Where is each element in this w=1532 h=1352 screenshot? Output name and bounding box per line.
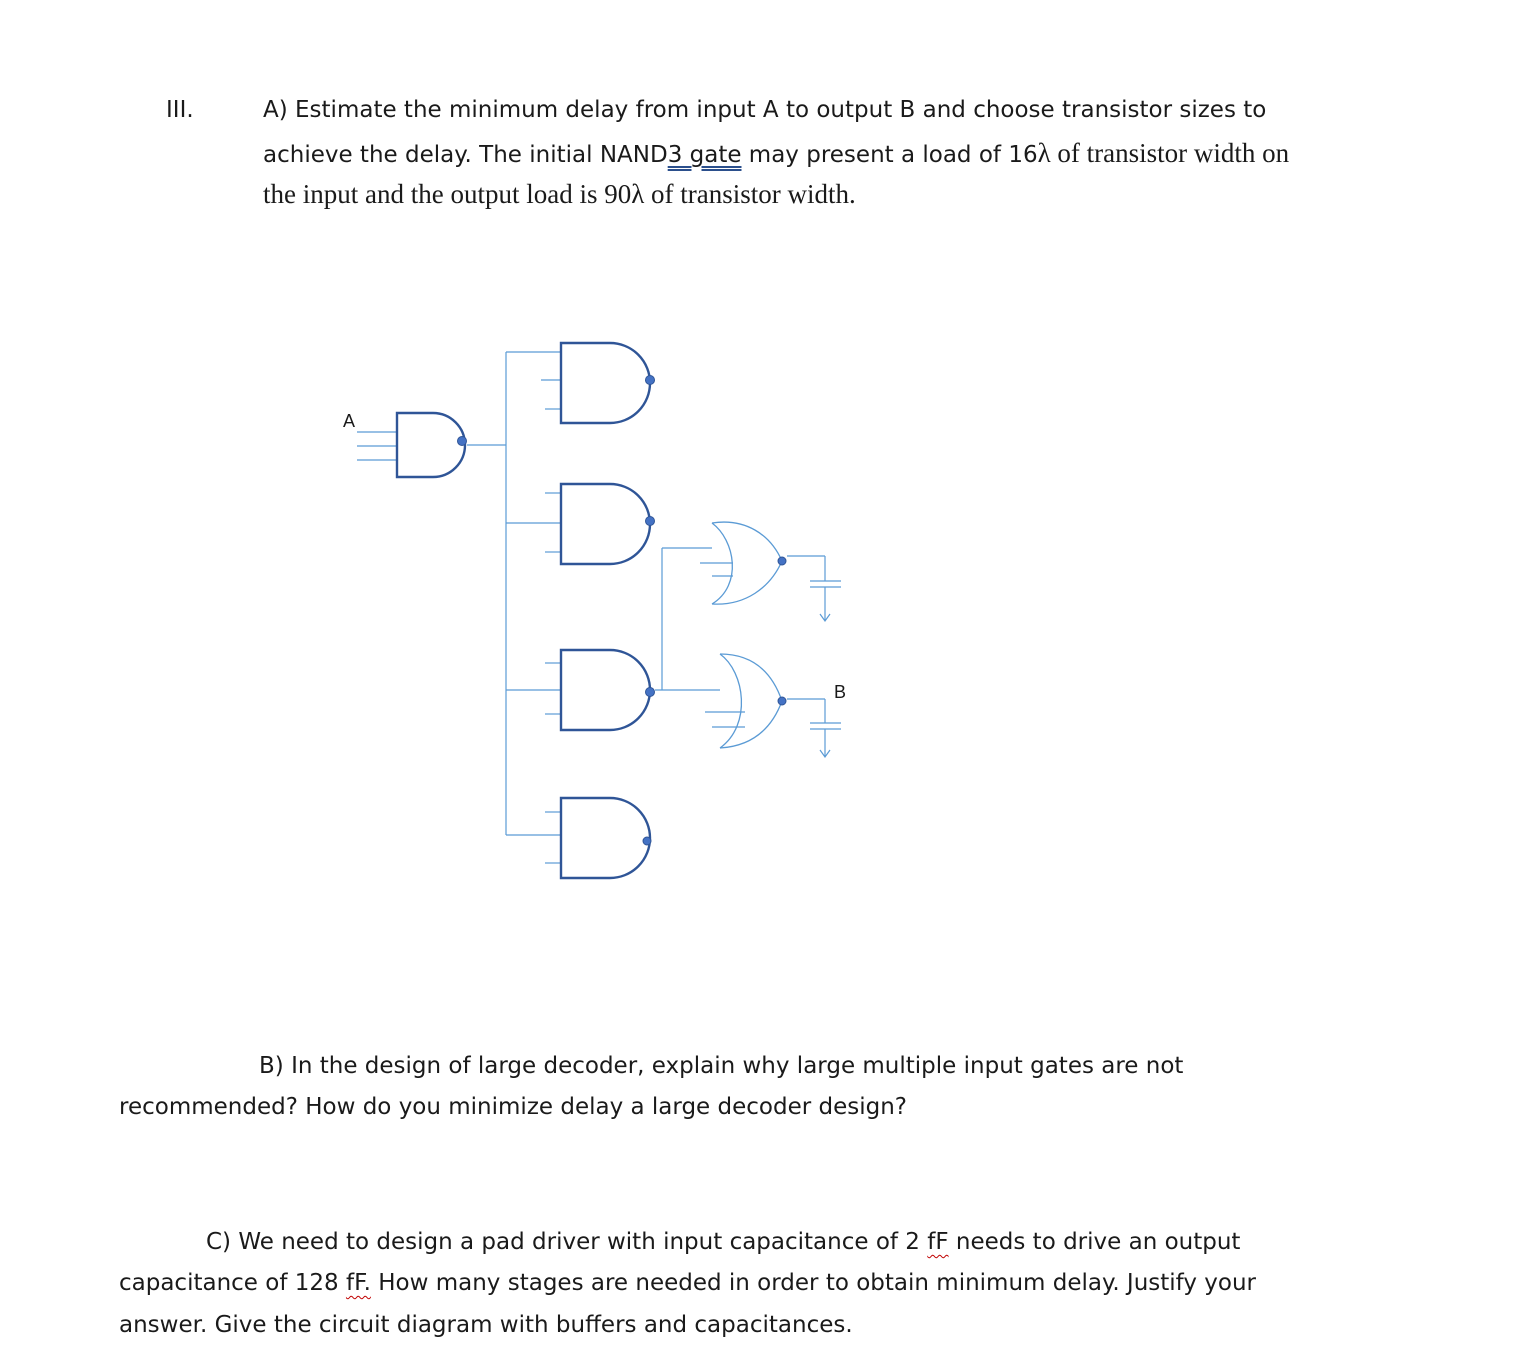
fanout-wires xyxy=(467,352,561,863)
nand-bubble-4 xyxy=(643,837,651,845)
unit-ff-1: fF xyxy=(927,1229,949,1255)
nand-gate-4 xyxy=(561,798,650,878)
nand-gate-1 xyxy=(561,343,650,423)
part-c-line-3: answer. Give the circuit diagram with buffers and capacitances. xyxy=(119,1312,853,1338)
part-c-line-1-rest: needs to drive an output xyxy=(948,1229,1241,1255)
nand3-gate-term: 3 gate xyxy=(667,142,742,168)
part-b-line-2: recommended? How do you minimize delay a large decoder design? xyxy=(119,1094,908,1120)
part-a-line-2-load: may present a load of 16 xyxy=(741,142,1038,168)
nand-bubble-3 xyxy=(646,688,655,697)
part-a-line-2-serif: λ of transistor width on xyxy=(1037,138,1290,168)
nor-bubble-2 xyxy=(778,697,786,705)
output-label-b: B xyxy=(834,682,847,702)
part-a-line-3-text: the input and the output load is 90 xyxy=(263,179,632,209)
nand-bubble-input xyxy=(458,437,467,446)
part-c-line-2 xyxy=(119,1270,1256,1296)
part-c-line-2-rest: How many stages are needed in order to obtain minimum delay. Justify your xyxy=(370,1270,1257,1296)
nand-gate-2 xyxy=(561,484,650,564)
part-c-line-1 xyxy=(206,1229,1240,1255)
input-wires xyxy=(357,432,397,460)
part-a-line-3-lambda: λ of transistor width. xyxy=(631,179,856,209)
nand-bubble-1 xyxy=(646,376,655,385)
part-c-line-2-text: capacitance of 128 xyxy=(119,1270,346,1296)
nor-gates xyxy=(712,522,782,748)
nand-bubble-2 xyxy=(646,517,655,526)
section-number: III. xyxy=(166,97,194,123)
part-c-line-1-text: C) We need to design a pad driver with input capacitance of 2 xyxy=(206,1229,928,1255)
unit-ff-2: fF. xyxy=(345,1270,371,1296)
nand-gate-3 xyxy=(561,650,650,730)
input-label-a: A xyxy=(343,411,356,431)
nand-gate-input xyxy=(397,413,465,477)
decoder-gates xyxy=(561,343,655,878)
output-loads xyxy=(787,556,841,757)
nor-bubble-1 xyxy=(778,557,786,565)
nor-gate-2-back xyxy=(720,654,741,748)
nor-gate-2-body xyxy=(720,654,782,748)
part-a-line-1: A) Estimate the minimum delay from input A to output B and choose transistor sizes to xyxy=(263,97,1267,123)
part-a-line-2-text: achieve the delay. The initial NAND xyxy=(263,142,668,168)
part-b-line-1: B) In the design of large decoder, explain why large multiple input gates are not xyxy=(259,1053,1184,1079)
